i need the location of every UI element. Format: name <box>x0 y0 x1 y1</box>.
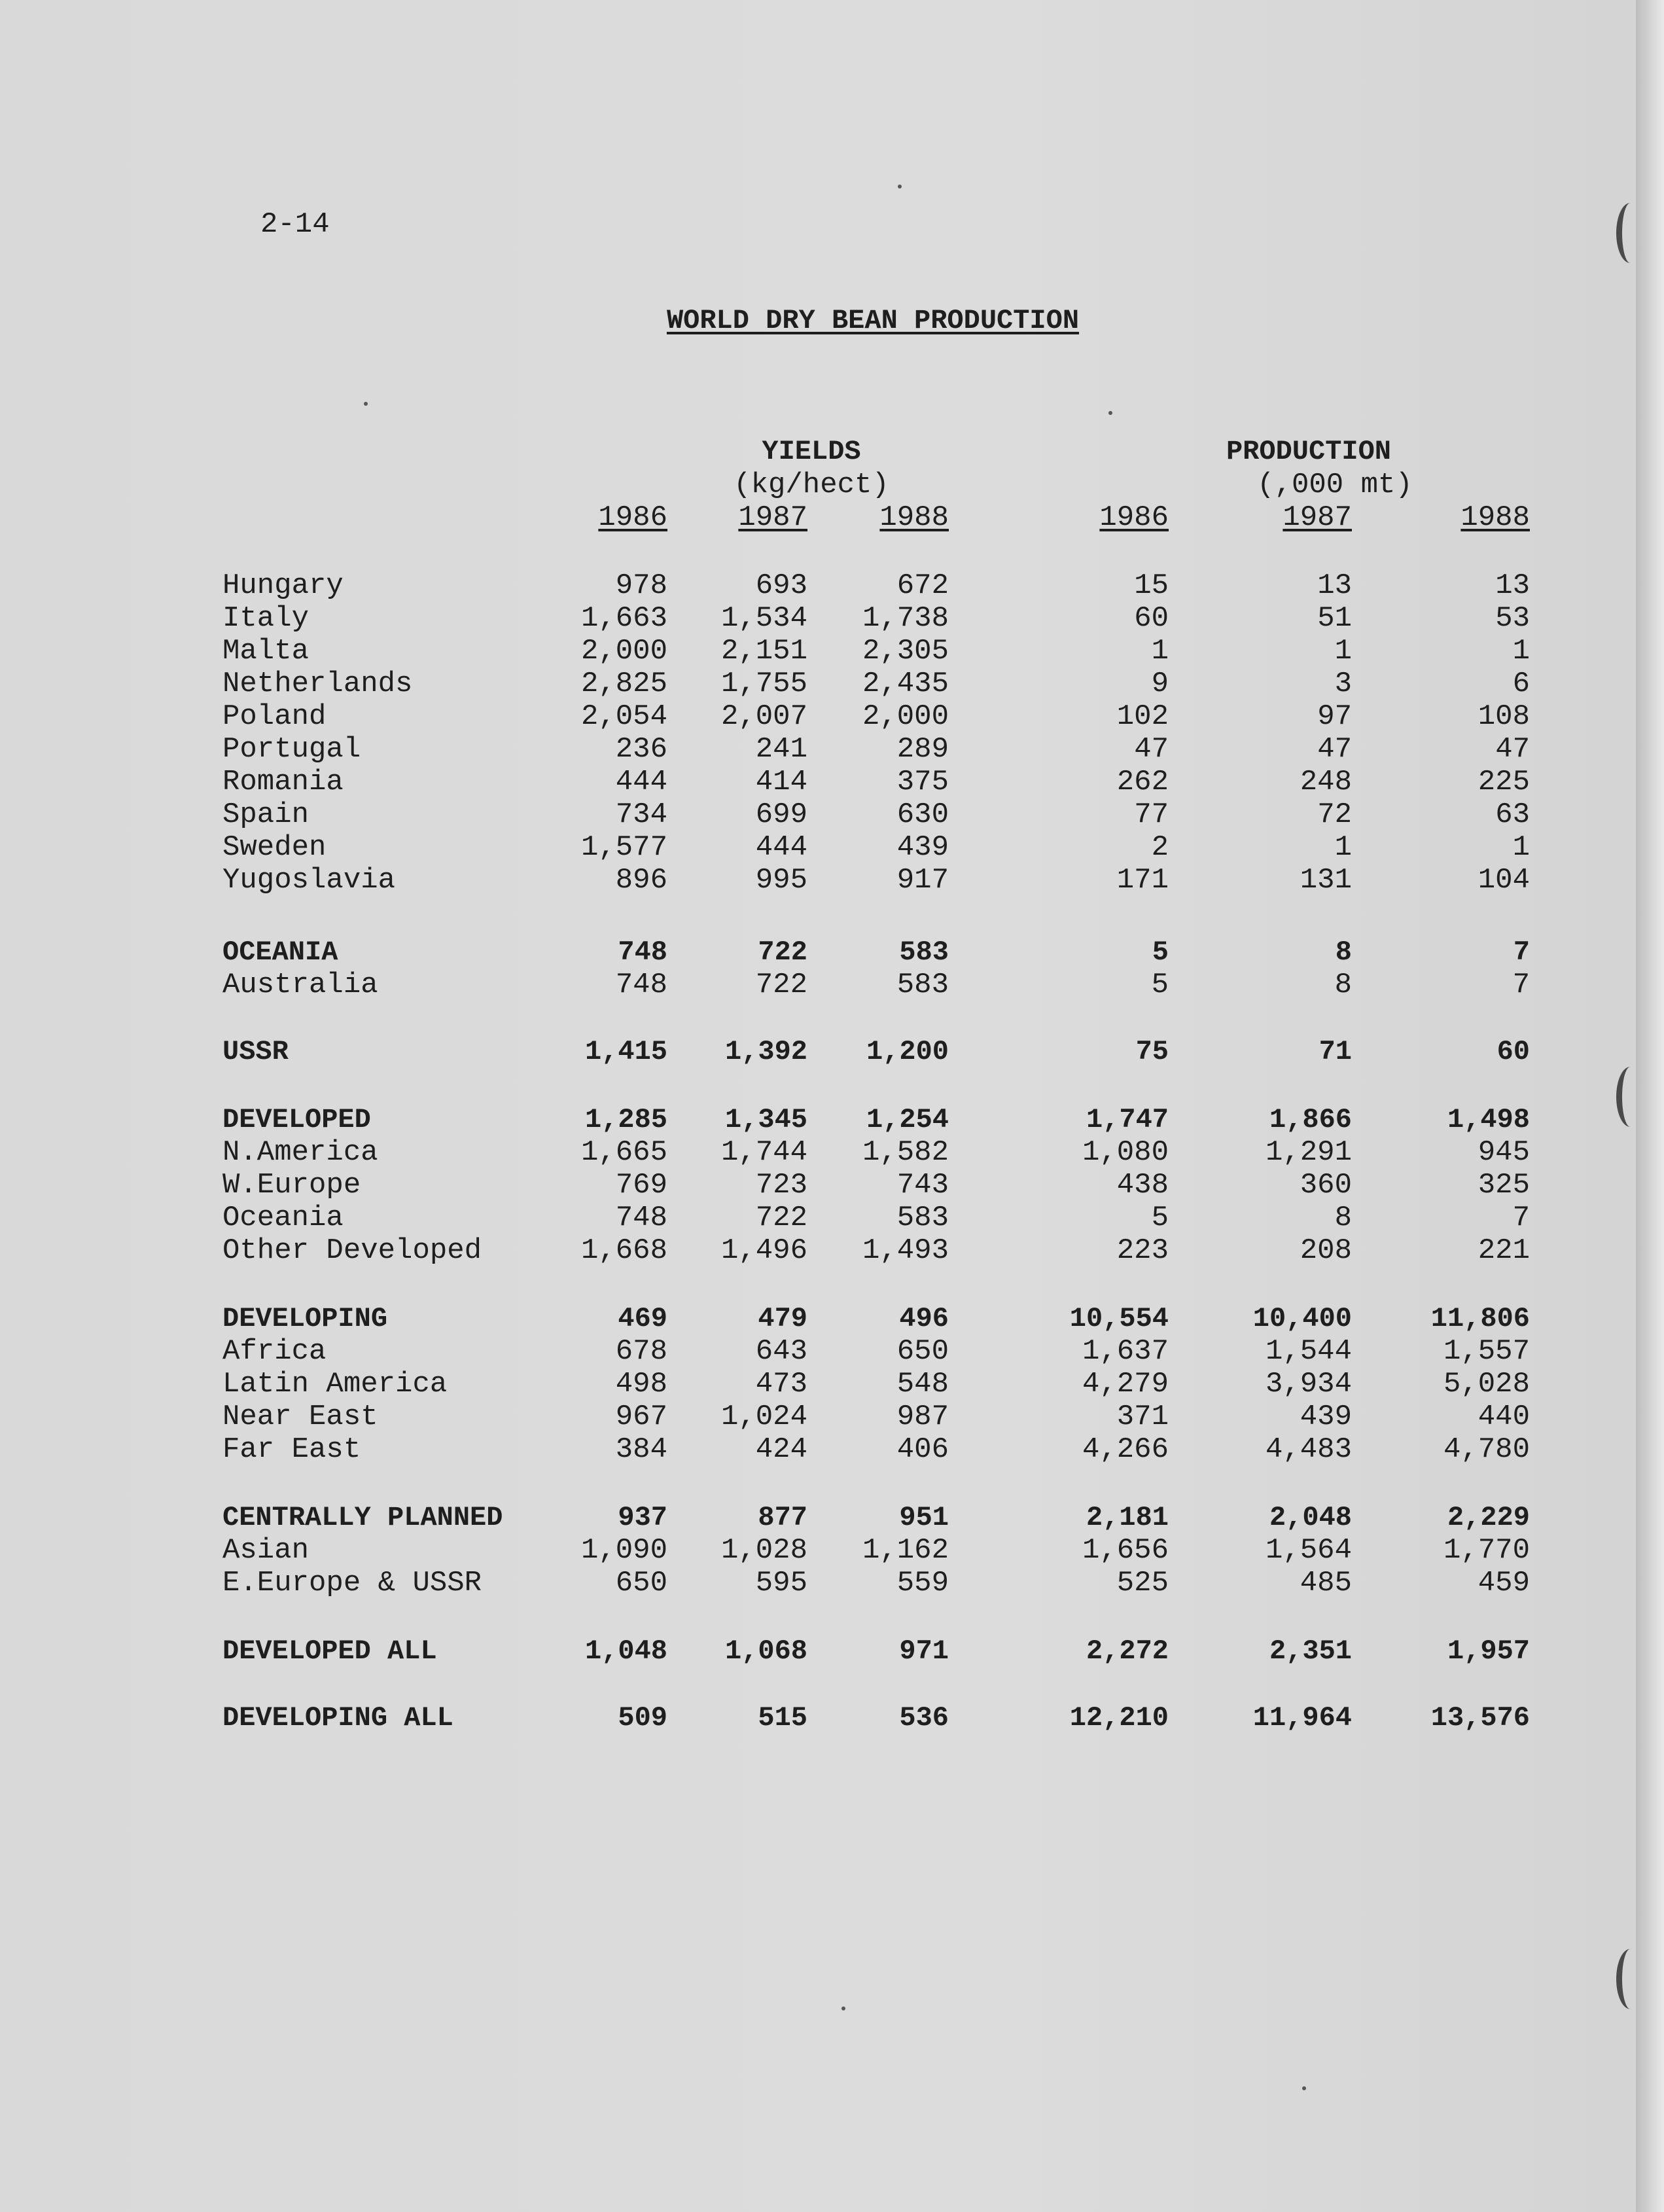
row-label: Far East <box>222 1433 361 1466</box>
table-row <box>0 1136 1664 1169</box>
value-cell: 734 <box>615 798 667 831</box>
value-cell: 10,400 <box>1252 1303 1352 1334</box>
table-row <box>0 798 1664 831</box>
yields-group-header: YIELDS <box>762 436 861 467</box>
value-cell: 4,483 <box>1265 1433 1352 1466</box>
value-cell: 414 <box>755 766 807 798</box>
value-cell: 8 <box>1334 969 1352 1001</box>
value-cell: 2 <box>1151 831 1169 864</box>
value-cell: 1,770 <box>1443 1534 1530 1567</box>
row-label: DEVELOPED ALL <box>222 1635 437 1667</box>
value-cell: 722 <box>755 969 807 1001</box>
value-cell: 444 <box>615 766 667 798</box>
value-cell: 12,210 <box>1069 1702 1169 1734</box>
value-cell: 131 <box>1300 864 1352 897</box>
value-cell: 8 <box>1335 937 1352 968</box>
value-cell: 650 <box>896 1335 949 1368</box>
value-cell: 2,351 <box>1269 1635 1352 1667</box>
value-cell: 987 <box>896 1400 949 1433</box>
value-cell: 1,200 <box>866 1036 949 1067</box>
value-cell: 1,285 <box>584 1104 667 1135</box>
value-cell: 2,229 <box>1447 1502 1530 1533</box>
value-cell: 1,534 <box>720 602 807 635</box>
value-cell: 3 <box>1334 668 1352 700</box>
value-cell: 5 <box>1151 1202 1169 1234</box>
value-cell: 53 <box>1495 602 1530 635</box>
value-cell: 896 <box>615 864 667 897</box>
table-row <box>0 668 1664 700</box>
value-cell: 75 <box>1135 1036 1169 1067</box>
value-cell: 945 <box>1478 1136 1530 1169</box>
row-label: Oceania <box>222 1202 344 1234</box>
row-label: Spain <box>222 798 310 831</box>
value-cell: 1,665 <box>580 1136 667 1169</box>
row-label: DEVELOPING ALL <box>222 1702 453 1734</box>
production-unit: (,000 mt) <box>1257 469 1413 501</box>
value-cell: 469 <box>618 1303 667 1334</box>
value-cell: 72 <box>1317 798 1352 831</box>
table-row <box>0 635 1664 668</box>
value-cell: 1,392 <box>724 1036 807 1067</box>
value-cell: 2,000 <box>862 700 949 733</box>
value-cell: 1,738 <box>862 602 949 635</box>
value-cell: 937 <box>618 1502 667 1533</box>
value-cell: 1,866 <box>1269 1104 1352 1135</box>
value-cell: 2,272 <box>1086 1635 1169 1667</box>
table-row <box>0 700 1664 733</box>
value-cell: 1,663 <box>580 602 667 635</box>
value-cell: 995 <box>755 864 807 897</box>
value-cell: 375 <box>896 766 949 798</box>
value-cell: 509 <box>618 1702 667 1734</box>
value-cell: 1,415 <box>584 1036 667 1067</box>
row-label: Italy <box>222 602 310 635</box>
table-row <box>0 1335 1664 1368</box>
row-label: Asian <box>222 1534 310 1567</box>
value-cell: 4,279 <box>1082 1368 1169 1400</box>
value-cell: 2,007 <box>720 700 807 733</box>
value-cell: 498 <box>615 1368 667 1400</box>
value-cell: 536 <box>899 1702 949 1734</box>
value-cell: 60 <box>1134 602 1169 635</box>
row-label: Portugal <box>222 733 361 766</box>
value-cell: 643 <box>755 1335 807 1368</box>
table-row <box>0 1169 1664 1202</box>
table-row <box>0 936 1664 969</box>
value-cell: 406 <box>896 1433 949 1466</box>
value-cell: 693 <box>755 569 807 602</box>
value-cell: 559 <box>896 1567 949 1599</box>
page-title: WORLD DRY BEAN PRODUCTION <box>666 305 1080 336</box>
table-row <box>0 1501 1664 1534</box>
value-cell: 877 <box>758 1502 807 1533</box>
value-cell: 1,498 <box>1447 1104 1530 1135</box>
value-cell: 748 <box>615 1202 667 1234</box>
value-cell: 583 <box>896 1202 949 1234</box>
value-cell: 515 <box>758 1702 807 1734</box>
value-cell: 2,825 <box>580 668 667 700</box>
value-cell: 978 <box>615 569 667 602</box>
value-cell: 1,024 <box>720 1400 807 1433</box>
yields-year-1988: 1988 <box>879 501 949 534</box>
value-cell: 485 <box>1300 1567 1352 1599</box>
row-label: DEVELOPED <box>222 1104 371 1135</box>
value-cell: 13,576 <box>1430 1702 1530 1734</box>
table-row <box>0 969 1664 1001</box>
value-cell: 1,656 <box>1082 1534 1169 1567</box>
value-cell: 650 <box>615 1567 667 1599</box>
value-cell: 1,080 <box>1082 1136 1169 1169</box>
value-cell: 77 <box>1134 798 1169 831</box>
value-cell: 1,747 <box>1086 1104 1169 1135</box>
value-cell: 47 <box>1317 733 1352 766</box>
value-cell: 1,544 <box>1265 1335 1352 1368</box>
value-cell: 325 <box>1478 1169 1530 1202</box>
table-row <box>0 1202 1664 1234</box>
production-year-1987: 1987 <box>1283 501 1352 534</box>
value-cell: 63 <box>1495 798 1530 831</box>
value-cell: 2,054 <box>580 700 667 733</box>
value-cell: 5 <box>1151 969 1169 1001</box>
value-cell: 438 <box>1116 1169 1169 1202</box>
value-cell: 13 <box>1495 569 1530 602</box>
value-cell: 583 <box>896 969 949 1001</box>
value-cell: 479 <box>758 1303 807 1334</box>
row-label: N.America <box>222 1136 378 1169</box>
row-label: Africa <box>222 1335 327 1368</box>
value-cell: 1,564 <box>1265 1534 1352 1567</box>
table-row <box>0 1035 1664 1068</box>
table-row <box>0 1534 1664 1567</box>
row-label: Latin America <box>222 1368 448 1400</box>
value-cell: 47 <box>1134 733 1169 766</box>
value-cell: 439 <box>1300 1400 1352 1433</box>
value-cell: 71 <box>1319 1036 1352 1067</box>
value-cell: 1 <box>1334 635 1352 668</box>
row-label: USSR <box>222 1036 289 1067</box>
value-cell: 384 <box>615 1433 667 1466</box>
value-cell: 3,934 <box>1265 1368 1352 1400</box>
production-year-1986: 1986 <box>1099 501 1169 534</box>
value-cell: 672 <box>896 569 949 602</box>
value-cell: 208 <box>1300 1234 1352 1267</box>
table-row <box>0 1702 1664 1734</box>
page-number: 2-14 <box>260 208 330 241</box>
value-cell: 473 <box>755 1368 807 1400</box>
production-year-1988: 1988 <box>1460 501 1530 534</box>
value-cell: 1,090 <box>580 1534 667 1567</box>
value-cell: 951 <box>899 1502 949 1533</box>
value-cell: 108 <box>1478 700 1530 733</box>
value-cell: 4,780 <box>1443 1433 1530 1466</box>
value-cell: 1,582 <box>862 1136 949 1169</box>
value-cell: 525 <box>1116 1567 1169 1599</box>
table-row <box>0 1302 1664 1335</box>
value-cell: 104 <box>1478 864 1530 897</box>
value-cell: 1,028 <box>720 1534 807 1567</box>
value-cell: 1,345 <box>724 1104 807 1135</box>
value-cell: 1,068 <box>724 1635 807 1667</box>
value-cell: 5 <box>1152 937 1169 968</box>
value-cell: 444 <box>755 831 807 864</box>
row-label: CENTRALLY PLANNED <box>222 1502 503 1533</box>
yields-year-1987: 1987 <box>738 501 807 534</box>
value-cell: 678 <box>615 1335 667 1368</box>
value-cell: 1 <box>1512 831 1530 864</box>
value-cell: 2,151 <box>720 635 807 668</box>
value-cell: 723 <box>755 1169 807 1202</box>
value-cell: 1,493 <box>862 1234 949 1267</box>
row-label: Poland <box>222 700 327 733</box>
row-label: Netherlands <box>222 668 413 700</box>
row-label: Yugoslavia <box>222 864 396 897</box>
value-cell: 7 <box>1512 969 1530 1001</box>
table-row <box>0 602 1664 635</box>
value-cell: 440 <box>1478 1400 1530 1433</box>
value-cell: 262 <box>1116 766 1169 798</box>
value-cell: 1 <box>1512 635 1530 668</box>
value-cell: 236 <box>615 733 667 766</box>
value-cell: 1 <box>1334 831 1352 864</box>
row-label: Malta <box>222 635 310 668</box>
value-cell: 1,744 <box>720 1136 807 1169</box>
value-cell: 248 <box>1300 766 1352 798</box>
value-cell: 748 <box>615 969 667 1001</box>
row-label: Australia <box>222 969 378 1001</box>
row-label: E.Europe & USSR <box>222 1567 482 1599</box>
value-cell: 5,028 <box>1443 1368 1530 1400</box>
row-label: OCEANIA <box>222 937 338 968</box>
value-cell: 769 <box>615 1169 667 1202</box>
value-cell: 748 <box>618 937 667 968</box>
value-cell: 1,755 <box>720 668 807 700</box>
value-cell: 1,496 <box>720 1234 807 1267</box>
value-cell: 699 <box>755 798 807 831</box>
table-row <box>0 1234 1664 1267</box>
value-cell: 241 <box>755 733 807 766</box>
value-cell: 9 <box>1151 668 1169 700</box>
value-cell: 1,162 <box>862 1534 949 1567</box>
value-cell: 1,577 <box>580 831 667 864</box>
value-cell: 225 <box>1478 766 1530 798</box>
value-cell: 13 <box>1317 569 1352 602</box>
value-cell: 424 <box>755 1433 807 1466</box>
row-label: Hungary <box>222 569 344 602</box>
value-cell: 11,964 <box>1252 1702 1352 1734</box>
value-cell: 10,554 <box>1069 1303 1169 1334</box>
row-label: Romania <box>222 766 344 798</box>
value-cell: 4,266 <box>1082 1433 1169 1466</box>
value-cell: 2,181 <box>1086 1502 1169 1533</box>
row-label: Other Developed <box>222 1234 482 1267</box>
value-cell: 8 <box>1334 1202 1352 1234</box>
value-cell: 6 <box>1512 668 1530 700</box>
table-row <box>0 766 1664 798</box>
value-cell: 630 <box>896 798 949 831</box>
yields-year-1986: 1986 <box>598 501 667 534</box>
value-cell: 2,435 <box>862 668 949 700</box>
value-cell: 439 <box>896 831 949 864</box>
value-cell: 1,048 <box>584 1635 667 1667</box>
value-cell: 971 <box>899 1635 949 1667</box>
value-cell: 1,957 <box>1447 1635 1530 1667</box>
table-row <box>0 1567 1664 1599</box>
production-group-header: PRODUCTION <box>1226 436 1392 467</box>
value-cell: 1,291 <box>1265 1136 1352 1169</box>
value-cell: 51 <box>1317 602 1352 635</box>
value-cell: 1,668 <box>580 1234 667 1267</box>
value-cell: 548 <box>896 1368 949 1400</box>
table-row <box>0 1400 1664 1433</box>
value-cell: 11,806 <box>1430 1303 1530 1334</box>
value-cell: 2,305 <box>862 635 949 668</box>
table-row <box>0 831 1664 864</box>
value-cell: 583 <box>899 937 949 968</box>
value-cell: 722 <box>758 937 807 968</box>
value-cell: 595 <box>755 1567 807 1599</box>
value-cell: 2,048 <box>1269 1502 1352 1533</box>
value-cell: 371 <box>1116 1400 1169 1433</box>
value-cell: 360 <box>1300 1169 1352 1202</box>
row-label: Near East <box>222 1400 378 1433</box>
value-cell: 2,000 <box>580 635 667 668</box>
value-cell: 97 <box>1317 700 1352 733</box>
row-label: DEVELOPING <box>222 1303 388 1334</box>
value-cell: 1,254 <box>866 1104 949 1135</box>
table-row <box>0 864 1664 897</box>
row-label: Sweden <box>222 831 327 864</box>
value-cell: 459 <box>1478 1567 1530 1599</box>
value-cell: 1,557 <box>1443 1335 1530 1368</box>
value-cell: 496 <box>899 1303 949 1334</box>
value-cell: 1 <box>1151 635 1169 668</box>
yields-unit: (kg/hect) <box>734 469 889 501</box>
table-row <box>0 1368 1664 1400</box>
value-cell: 60 <box>1496 1036 1530 1067</box>
value-cell: 171 <box>1116 864 1169 897</box>
value-cell: 223 <box>1116 1234 1169 1267</box>
value-cell: 1,637 <box>1082 1335 1169 1368</box>
row-label: W.Europe <box>222 1169 361 1202</box>
table-row <box>0 1433 1664 1466</box>
table-row <box>0 1103 1664 1136</box>
value-cell: 7 <box>1513 937 1530 968</box>
value-cell: 967 <box>615 1400 667 1433</box>
value-cell: 289 <box>896 733 949 766</box>
table-row <box>0 1635 1664 1668</box>
value-cell: 722 <box>755 1202 807 1234</box>
value-cell: 7 <box>1512 1202 1530 1234</box>
value-cell: 743 <box>896 1169 949 1202</box>
value-cell: 221 <box>1478 1234 1530 1267</box>
value-cell: 917 <box>896 864 949 897</box>
table-row <box>0 569 1664 602</box>
value-cell: 47 <box>1495 733 1530 766</box>
value-cell: 102 <box>1116 700 1169 733</box>
table-row <box>0 733 1664 766</box>
value-cell: 15 <box>1134 569 1169 602</box>
